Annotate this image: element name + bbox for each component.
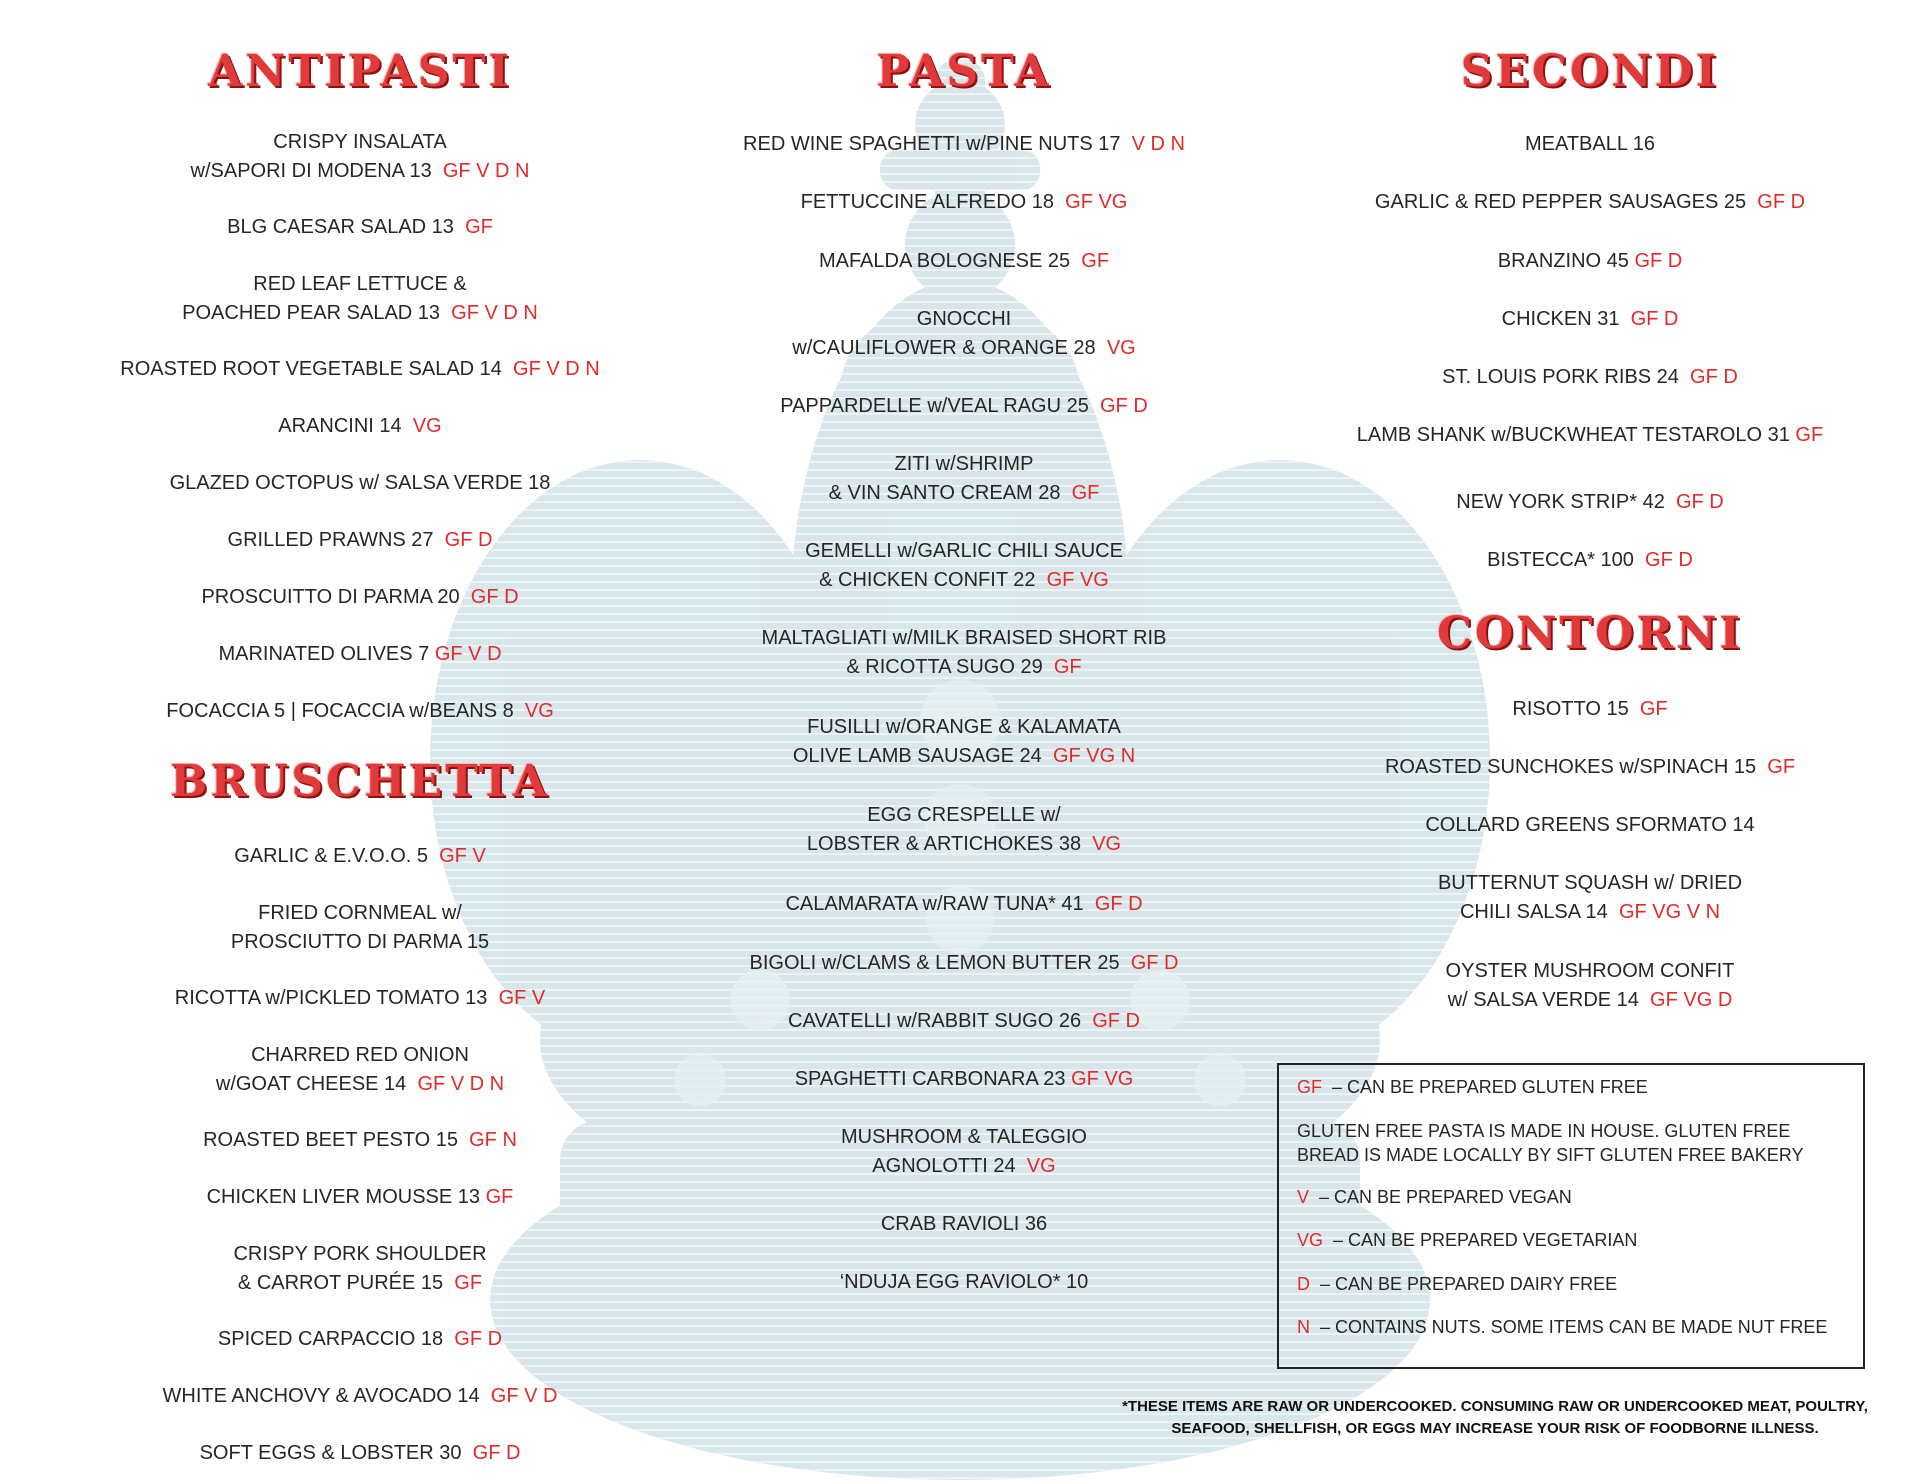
dietary-tags: GF bbox=[465, 216, 493, 238]
menu-item: CRISPY PORK SHOULDER & CARROT PURÉE 15 GF bbox=[233, 1243, 487, 1294]
menu-item: CHICKEN 31 GF D bbox=[1501, 308, 1679, 330]
menu-item: BIGOLI w/CLAMS & LEMON BUTTER 25 GF D bbox=[749, 952, 1179, 974]
bruschetta-heading: BRUSCHETTA bbox=[170, 756, 550, 807]
menu-item: ARANCINI 14 VG bbox=[278, 415, 442, 437]
dietary-tags: GF D bbox=[1757, 191, 1806, 213]
menu-item: ‘NDUJA EGG RAVIOLO* 10 bbox=[839, 1271, 1089, 1293]
dietary-tags: GF V D bbox=[490, 1385, 558, 1407]
secondi-heading: SECONDI bbox=[1460, 46, 1720, 97]
dietary-tags: GF VG bbox=[1071, 1068, 1134, 1090]
dietary-tags: GF bbox=[454, 1272, 483, 1294]
menu-item: SPAGHETTI CARBONARA 23 GF VG bbox=[794, 1068, 1134, 1090]
pasta-heading: PASTA bbox=[876, 46, 1052, 97]
dietary-tags: GF bbox=[1767, 756, 1796, 778]
dietary-tags: V D N bbox=[1131, 133, 1185, 155]
raw-food-disclaimer: *THESE ITEMS ARE RAW OR UNDERCOOKED. CONSUMING RAW OR UNDERCOOKED MEAT, POULTRY, SEAFOOD, SHELLFISH, OR EGGS MAY INCREASE YOUR RISK OF FOODBORNE ILLNESS. bbox=[1122, 1398, 1868, 1437]
menu-item: GRILLED PRAWNS 27 GF D bbox=[227, 529, 493, 551]
dietary-tags: GF VG N bbox=[1052, 745, 1136, 767]
menu-item: FOCACCIA 5 | FOCACCIA w/BEANS 8 VG bbox=[166, 700, 554, 722]
menu-item: MALTAGLIATI w/MILK BRAISED SHORT RIB & RICOTTA SUGO 29 GF bbox=[761, 627, 1167, 678]
dietary-tags: VG bbox=[1106, 337, 1136, 359]
dietary-tags: GF V D N bbox=[442, 160, 530, 182]
dietary-tags: GF D bbox=[1094, 893, 1143, 915]
menu-item: WHITE ANCHOVY & AVOCADO 14 GF V D bbox=[162, 1385, 558, 1407]
dietary-tags: GF D bbox=[472, 1442, 521, 1464]
menu-item: SOFT EGGS & LOBSTER 30 GF D bbox=[199, 1442, 521, 1464]
menu-item: CAVATELLI w/RABBIT SUGO 26 GF D bbox=[788, 1010, 1140, 1032]
antipasti-heading: ANTIPASTI bbox=[208, 46, 512, 97]
dietary-tags: GF V D N bbox=[417, 1073, 505, 1095]
menu-item: RISOTTO 15 GF bbox=[1512, 698, 1668, 720]
menu-item: BRANZINO 45 GF D bbox=[1497, 250, 1683, 272]
dietary-tags: GF D bbox=[1634, 250, 1683, 272]
legend-gluten-note: GLUTEN FREE PASTA IS MADE IN HOUSE. GLUTEN FREE BREAD IS MADE LOCALLY BY SIFT GLUTEN FREE BAKERY bbox=[1297, 1121, 1804, 1165]
menu-item: MARINATED OLIVES 7 GF V D bbox=[218, 643, 502, 665]
menu-item: RICOTTA w/PICKLED TOMATO 13 GF V bbox=[174, 987, 546, 1009]
menu-item: FRIED CORNMEAL w/ PROSCIUTTO DI PARMA 15 bbox=[230, 902, 490, 953]
legend-d: D – CAN BE PREPARED DAIRY FREE bbox=[1297, 1274, 1618, 1294]
dietary-tags: GF V D bbox=[434, 643, 502, 665]
menu-item: MAFALDA BOLOGNESE 25 GF bbox=[818, 250, 1110, 272]
legend-v: V – CAN BE PREPARED VEGAN bbox=[1297, 1187, 1572, 1207]
dietary-tags: GF VG D bbox=[1650, 989, 1733, 1011]
menu-item: FUSILLI w/ORANGE & KALAMATA OLIVE LAMB SAUSAGE 24 GF VG N bbox=[792, 716, 1136, 767]
dietary-tags: VG bbox=[524, 700, 554, 722]
menu-item: EGG CRESPELLE w/ LOBSTER & ARTICHOKES 38 VG bbox=[806, 804, 1122, 855]
dietary-tags: GF VG bbox=[1065, 191, 1128, 213]
menu-item: RED LEAF LETTUCE & POACHED PEAR SALAD 13 GF V D N bbox=[182, 273, 538, 324]
dietary-tags: GF V D N bbox=[451, 302, 538, 324]
dietary-tags: GF bbox=[1053, 656, 1082, 678]
menu-item: CHARRED RED ONION w/GOAT CHEESE 14 GF V D N bbox=[215, 1044, 505, 1095]
legend-gf: GF – CAN BE PREPARED GLUTEN FREE bbox=[1297, 1077, 1648, 1097]
menu-item: CRISPY INSALATA w/SAPORI DI MODENA 13 GF V D N bbox=[190, 131, 530, 182]
menu-item: MEATBALL 16 bbox=[1524, 133, 1656, 155]
menu-item: ROASTED ROOT VEGETABLE SALAD 14 GF V D N bbox=[120, 358, 600, 380]
dietary-tags: GF N bbox=[469, 1129, 517, 1151]
dietary-tags: GF D bbox=[1100, 395, 1148, 417]
menu-item: MUSHROOM & TALEGGIO AGNOLOTTI 24 VG bbox=[841, 1126, 1087, 1177]
menu-item: PAPPARDELLE w/VEAL RAGU 25 GF D bbox=[780, 395, 1148, 417]
menu-item: CALAMARATA w/RAW TUNA* 41 GF D bbox=[785, 893, 1143, 915]
dietary-tags: GF D bbox=[1092, 1010, 1140, 1032]
menu-item: GEMELLI w/GARLIC CHILI SAUCE & CHICKEN CONFIT 22 GF VG bbox=[805, 540, 1123, 591]
dietary-tags: GF V bbox=[439, 845, 486, 867]
dietary-tags: VG bbox=[412, 415, 442, 437]
menu-item: OYSTER MUSHROOM CONFIT w/ SALSA VERDE 14 GF VG D bbox=[1445, 960, 1735, 1011]
dietary-tags: GF D bbox=[1645, 549, 1693, 571]
menu-item: GLAZED OCTOPUS w/ SALSA VERDE 18 bbox=[169, 472, 551, 494]
dietary-tags: GF D bbox=[470, 586, 519, 608]
menu-item: ZITI w/SHRIMP & VIN SANTO CREAM 28 GF bbox=[828, 453, 1100, 504]
dietary-tags: GF V D N bbox=[513, 358, 600, 380]
legend-vg: VG – CAN BE PREPARED VEGETARIAN bbox=[1297, 1230, 1638, 1250]
menu-item: LAMB SHANK w/BUCKWHEAT TESTAROLO 31 GF bbox=[1356, 424, 1824, 446]
menu-item: BISTECCA* 100 GF D bbox=[1487, 549, 1693, 571]
menu-item: BUTTERNUT SQUASH w/ DRIED CHILI SALSA 14 GF VG V N bbox=[1437, 872, 1743, 923]
menu-item: NEW YORK STRIP* 42 GF D bbox=[1456, 491, 1724, 513]
menu-item: GARLIC & E.V.O.O. 5 GF V bbox=[234, 845, 486, 867]
dietary-tags: VG bbox=[1026, 1155, 1056, 1177]
dietary-tags: GF D bbox=[1130, 952, 1179, 974]
menu-item: COLLARD GREENS SFORMATO 14 bbox=[1425, 814, 1755, 836]
menu-item: BLG CAESAR SALAD 13 GF bbox=[227, 216, 493, 238]
contorni-heading: CONTORNI bbox=[1436, 608, 1743, 659]
dietary-tags: GF bbox=[485, 1186, 514, 1208]
menu-item: GARLIC & RED PEPPER SAUSAGES 25 GF D bbox=[1374, 191, 1806, 213]
dietary-tags: GF V bbox=[498, 987, 546, 1009]
dietary-tags: GF D bbox=[1630, 308, 1679, 330]
dietary-tags: GF VG V N bbox=[1618, 901, 1721, 923]
menu-item: ST. LOUIS PORK RIBS 24 GF D bbox=[1442, 366, 1738, 388]
dietary-tags: GF D bbox=[454, 1328, 503, 1350]
dietary-tags: GF bbox=[1071, 482, 1100, 504]
menu-item: CRAB RAVIOLI 36 bbox=[880, 1213, 1048, 1235]
dietary-tags: GF D bbox=[444, 529, 493, 551]
menu-item: PROSCUITTO DI PARMA 20 GF D bbox=[201, 586, 519, 608]
dietary-tags: GF bbox=[1081, 250, 1110, 272]
menu-item: SPICED CARPACCIO 18 GF D bbox=[217, 1328, 503, 1350]
dietary-tags: GF D bbox=[1690, 366, 1738, 388]
legend-n: N – CONTAINS NUTS. SOME ITEMS CAN BE MADE NUT FREE bbox=[1297, 1317, 1828, 1337]
menu-item: FETTUCCINE ALFREDO 18 GF VG bbox=[800, 191, 1128, 213]
dietary-tags: VG bbox=[1092, 833, 1122, 855]
dietary-tags: GF VG bbox=[1046, 569, 1109, 591]
dietary-tags: GF bbox=[1639, 698, 1668, 720]
menu-item: CHICKEN LIVER MOUSSE 13 GF bbox=[206, 1186, 514, 1208]
menu-item: ROASTED BEET PESTO 15 GF N bbox=[203, 1129, 517, 1151]
dietary-tags: GF D bbox=[1675, 491, 1724, 513]
dietary-tags: GF bbox=[1795, 424, 1824, 446]
menu-item: RED WINE SPAGHETTI w/PINE NUTS 17 V D N bbox=[743, 133, 1185, 155]
dietary-legend bbox=[1277, 1063, 1865, 1369]
menu-item: GNOCCHI w/CAULIFLOWER & ORANGE 28 VG bbox=[792, 308, 1136, 359]
menu-item: ROASTED SUNCHOKES w/SPINACH 15 GF bbox=[1384, 756, 1796, 778]
